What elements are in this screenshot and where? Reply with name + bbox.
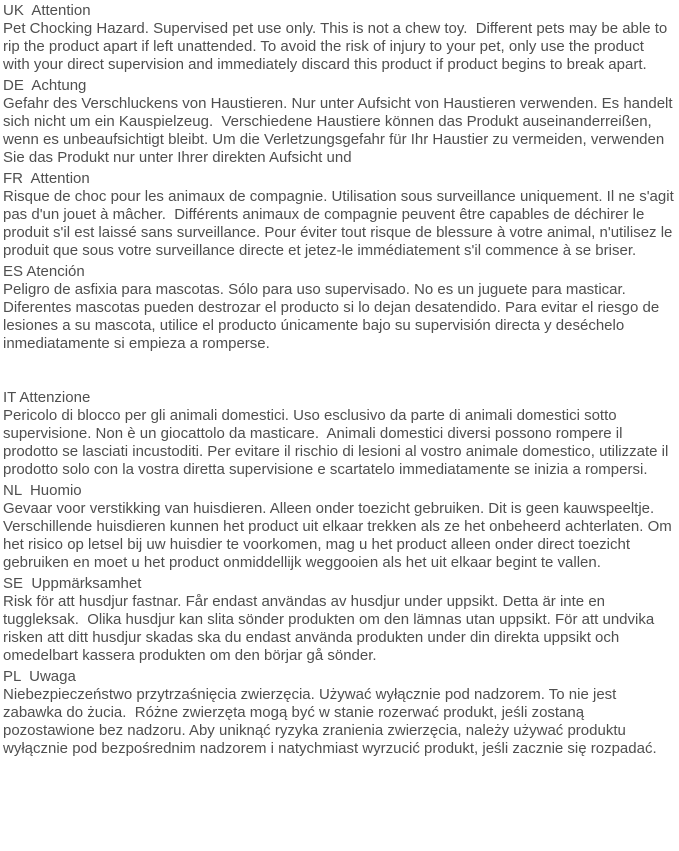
section-body-pl: Niebezpieczeństwo przytrzaśnięcia zwierzęcia. Używać wyłącznie pod nadzorem. To nie jest zabawka do żucia. Różne zwierzęta mogą być w stanie rozerwać produkt, jeśli zostaną pozostawione bez nadzoru. Aby uniknąć ryzyka zranienia zwierzęcia, należy używać produktu wyłącznie pod bezpośrednim nadzorem i natychmiast wyrzucić produkt, jeśli zacznie się rozpadać. <box>3 686 657 757</box>
warning-section-nl <box>3 482 674 572</box>
section-heading-de: DE Achtung <box>3 77 87 94</box>
section-body-se: Risk för att husdjur fastnar. Får endast användas av husdjur under uppsikt. Detta är inte en tuggleksak. Olika husdjur kan slita sönder produkten om den lämnas utan uppsikt. För att undvika risken att ditt husdjur skadas ska du endast använda produkten under din direkta uppsikt och omedelbart kassera produkten om den börjar gå sönder. <box>3 593 659 664</box>
section-body-it: Pericolo di blocco per gli animali domestici. Uso esclusivo da parte di animali domestici sotto supervisione. Non è un giocattolo da masticare. Animali domestici diversi possono rompere il prodotto se lasciati incustoditi. Per evitare il rischio di lesioni al vostro animale domestico, utilizzate il prodotto solo con la vostra diretta supervisione e scartatelo immediatamente se inizia a rompersi. <box>3 407 673 478</box>
section-body-es: Peligro de asfixia para mascotas. Sólo para uso supervisado. No es un juguete para masticar. Diferentes mascotas pueden destrozar el producto si lo dejan desatendido. Para evitar el riesgo de lesiones a su mascota, utilice el producto únicamente bajo su supervisión directa y deséchelo inmediatamente si empieza a romperse. <box>3 281 664 352</box>
section-heading-es: ES Atención <box>3 263 85 280</box>
warning-section-it <box>3 389 674 479</box>
warning-section-de <box>3 77 677 167</box>
section-heading-nl: NL Huomio <box>3 482 82 499</box>
warning-section-fr <box>3 170 678 260</box>
section-heading-fr: FR Attention <box>3 170 90 187</box>
section-body-de: Gefahr des Verschluckens von Haustieren. Nur unter Aufsicht von Haustieren verwenden. Es handelt sich nicht um ein Kauspielzeug. Verschiedene Haustiere können das Produkt auseinanderreißen, wenn es unbeaufsichtigt bleibt. Um die Verletzungsgefahr für Ihr Haustier zu vermeiden, verwenden Sie das Produkt nur unter Ihrer direkten Aufsicht und <box>3 95 677 166</box>
warning-section-se <box>3 575 674 665</box>
section-body-fr: Risque de choc pour les animaux de compagnie. Utilisation sous surveillance uniquement. Il ne s'agit pas d'un jouet à mâcher. Différents animaux de compagnie peuvent être capables de déchirer le produit s'il est laissé sans surveillance. Pour éviter tout risque de blessure à votre animal, n'utilisez le produit que sous votre surveillance directe et jetez-le immédiatement s'il commence à se briser. <box>3 188 678 259</box>
warning-label-document <box>3 2 678 758</box>
section-heading-uk: UK Attention <box>3 2 91 19</box>
section-heading-se: SE Uppmärksamhet <box>3 575 142 592</box>
warning-section-pl <box>3 668 674 758</box>
warning-section-es <box>3 263 674 353</box>
section-heading-it: IT Attenzione <box>3 389 91 406</box>
warning-section-uk <box>3 2 674 74</box>
section-body-nl: Gevaar voor verstikking van huisdieren. Alleen onder toezicht gebruiken. Dit is geen kauwspeeltje. Verschillende huisdieren kunnen het product uit elkaar trekken als ze het onbeheerd achterlaten. Om het risico op letsel bij uw huisdier te voorkomen, mag u het product alleen onder direct toezicht gebruiken en moet u het product onmiddellijk weggooien als het uit elkaar begint te vallen. <box>3 500 676 571</box>
section-heading-pl: PL Uwaga <box>3 668 76 685</box>
section-body-uk: Pet Chocking Hazard. Supervised pet use only. This is not a chew toy. Different pets may be able to rip the product apart if left unattended. To avoid the risk of injury to your pet, only use the product with your direct supervision and immediately discard this product if product begins to break apart. <box>3 20 672 73</box>
